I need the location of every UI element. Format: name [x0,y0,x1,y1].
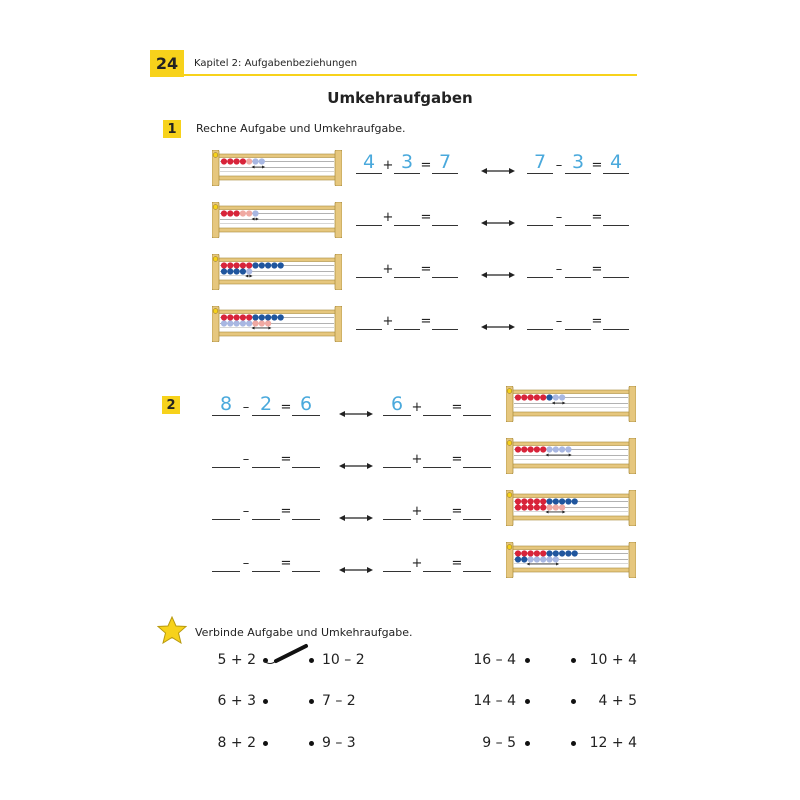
operator: – [555,262,563,277]
header-rule [150,74,637,76]
answer-blank[interactable] [356,308,382,330]
answer-blank[interactable] [394,308,420,330]
math-term: 9 – 3 [322,735,356,751]
abacus-bead [515,394,521,400]
abacus-bead [234,268,240,274]
answer-blank[interactable]: 4 [603,152,629,174]
abacus-bead [240,210,246,216]
abacus-bead [534,446,540,452]
abacus-bead [546,556,552,562]
abacus-t2-3 [506,542,636,578]
star-icon [157,616,187,644]
answer-blank[interactable] [463,498,491,520]
abacus-bead [221,268,227,274]
answer-blank[interactable] [565,308,591,330]
double-arrow-icon [481,166,515,176]
task-1-instruction: Rechne Aufgabe und Umkehraufgabe. [196,122,406,135]
abacus-t2-1 [506,438,636,474]
equation-left [356,308,458,330]
operator: + [382,314,394,329]
abacus-bead [246,262,252,268]
operator: – [555,314,563,329]
abacus-bead [546,446,552,452]
equation-right [383,498,491,520]
abacus-bead [553,556,559,562]
operator: = [280,452,292,467]
abacus-bead [546,504,552,510]
double-arrow-icon [339,565,373,575]
abacus-bead [559,504,565,510]
abacus-bead [227,314,233,320]
answer-blank[interactable] [463,394,491,416]
math-term: 8 + 2 [217,735,256,751]
equation-left [356,204,458,226]
task-2-number: 2 [162,396,180,414]
abacus-bead [534,504,540,510]
operator: = [280,400,292,415]
abacus-bead [565,550,571,556]
abacus-bead [521,446,527,452]
answer-blank[interactable] [565,204,591,226]
abacus-bead [265,314,271,320]
answer-blank[interactable]: 7 [432,152,458,174]
abacus-bead [252,262,258,268]
abacus-bead [515,550,521,556]
answer-blank[interactable] [603,204,629,226]
operator: = [420,314,432,329]
abacus-bead [553,504,559,510]
answer-blank[interactable] [292,498,320,520]
abacus-bead [553,446,559,452]
operator: – [555,210,563,225]
abacus-bead [540,504,546,510]
abacus-bead [246,314,252,320]
abacus-t1-3 [212,306,342,342]
abacus-bead [221,158,227,164]
abacus-bead [234,314,240,320]
abacus-bead [559,550,565,556]
abacus-t1-0 [212,150,342,186]
abacus-bead [240,262,246,268]
abacus-bead [528,504,534,510]
equation-right [527,204,629,226]
answer-blank[interactable] [212,550,240,572]
answer-blank[interactable] [383,550,411,572]
connect-dot[interactable] [309,741,314,746]
math-term: 9 – 5 [482,735,516,751]
answer-blank[interactable] [432,256,458,278]
answer-blank[interactable]: 8 [212,394,240,416]
math-term: 4 + 5 [598,693,637,709]
task-1-number: 1 [163,120,181,138]
answer-blank[interactable] [463,550,491,572]
abacus-bead [240,268,246,274]
double-arrow-icon [339,513,373,523]
operator: + [382,262,394,277]
abacus-bead [559,394,565,400]
abacus-bead [515,498,521,504]
abacus-bead [259,158,265,164]
operator: + [411,556,423,571]
abacus-bead [546,394,552,400]
equation-left [356,256,458,278]
operator: = [280,504,292,519]
abacus-bead [259,262,265,268]
abacus-bead [227,210,233,216]
equation-right [527,256,629,278]
connect-dot[interactable] [571,699,576,704]
math-term: 10 + 4 [589,652,637,668]
abacus-bead [521,550,527,556]
connect-dot[interactable] [525,699,530,704]
operator: = [591,158,603,173]
operator: – [242,504,250,519]
star-task-instruction: Verbinde Aufgabe und Umkehraufgabe. [195,626,413,639]
pencil-line-icon [262,640,312,670]
abacus-bead [240,320,246,326]
answer-blank[interactable]: 6 [292,394,320,416]
equation-left [212,446,320,468]
math-term: 7 – 2 [322,693,356,709]
answer-blank[interactable] [356,204,382,226]
equation-right [527,308,629,330]
operator: = [451,556,463,571]
abacus-bead [528,550,534,556]
connect-dot[interactable] [263,741,268,746]
abacus-bead [246,320,252,326]
operator: + [382,210,394,225]
abacus-bead [515,504,521,510]
answer-blank[interactable] [292,550,320,572]
equation-right [383,446,491,468]
operator: = [451,452,463,467]
answer-blank[interactable]: 7 [527,152,553,174]
answer-blank[interactable] [394,256,420,278]
abacus-bead [553,550,559,556]
answer-blank[interactable] [394,204,420,226]
abacus-bead [521,394,527,400]
abacus-t1-1 [212,202,342,238]
equation-left [356,152,458,174]
abacus-bead [540,394,546,400]
abacus-bead [271,314,277,320]
page-number: 24 [150,50,184,77]
abacus-bead [534,498,540,504]
math-term: 16 – 4 [473,652,516,668]
abacus-bead [240,158,246,164]
abacus-bead [259,314,265,320]
abacus-bead [221,314,227,320]
abacus-bead [515,556,521,562]
abacus-bead [271,262,277,268]
equation-left [212,550,320,572]
answer-blank[interactable] [252,446,280,468]
math-term: 10 – 2 [322,652,365,668]
math-term: 12 + 4 [589,735,637,751]
abacus-bead [227,262,233,268]
abacus-bead [240,314,246,320]
connect-dot[interactable] [571,741,576,746]
answer-blank[interactable]: 3 [394,152,420,174]
answer-blank[interactable] [423,550,451,572]
abacus-bead [259,320,265,326]
abacus-bead [528,446,534,452]
operator: = [591,210,603,225]
abacus-bead [546,550,552,556]
abacus-bead [221,320,227,326]
abacus-bead [572,550,578,556]
equation-right [383,394,491,416]
abacus-bead [559,446,565,452]
chapter-title: Kapitel 2: Aufgabenbeziehungen [194,58,358,69]
abacus-bead [246,268,252,274]
answer-blank[interactable]: 3 [565,152,591,174]
equation-right [383,550,491,572]
connect-dot[interactable] [525,741,530,746]
operator: + [411,400,423,415]
double-arrow-icon [339,409,373,419]
operator: + [411,452,423,467]
abacus-bead [565,446,571,452]
abacus-bead [265,262,271,268]
abacus-bead [246,210,252,216]
answer-blank[interactable] [423,446,451,468]
answer-blank[interactable] [212,446,240,468]
operator: – [242,452,250,467]
abacus-bead [515,446,521,452]
equation-right [527,152,629,174]
answer-blank[interactable] [432,204,458,226]
operator: = [451,504,463,519]
answer-blank[interactable] [252,498,280,520]
answer-blank[interactable]: 6 [383,394,411,416]
abacus-bead [227,320,233,326]
answer-blank[interactable] [463,446,491,468]
abacus-bead [252,320,258,326]
abacus-bead [234,210,240,216]
answer-blank[interactable] [252,550,280,572]
operator: = [591,314,603,329]
operator: = [280,556,292,571]
double-arrow-icon [339,461,373,471]
answer-blank[interactable] [292,446,320,468]
double-arrow-icon [481,218,515,228]
answer-blank[interactable] [603,256,629,278]
abacus-bead [546,498,552,504]
abacus-bead [521,504,527,510]
abacus-bead [234,158,240,164]
answer-blank[interactable] [212,498,240,520]
abacus-bead [521,556,527,562]
equation-left [212,394,320,416]
abacus-bead [534,550,540,556]
answer-blank[interactable] [527,308,553,330]
abacus-t2-2 [506,490,636,526]
abacus-bead [565,498,571,504]
operator: = [420,158,432,173]
connect-dot[interactable] [309,699,314,704]
abacus-t2-0 [506,386,636,422]
equation-left [212,498,320,520]
math-term: 14 – 4 [473,693,516,709]
abacus-bead [227,268,233,274]
operator: = [591,262,603,277]
abacus-bead [534,556,540,562]
answer-blank[interactable]: 2 [252,394,280,416]
answer-blank[interactable] [356,256,382,278]
abacus-bead [234,320,240,326]
abacus-bead [528,394,534,400]
abacus-t1-2 [212,254,342,290]
connect-dot[interactable] [525,658,530,663]
connect-dot[interactable] [263,699,268,704]
answer-blank[interactable] [383,498,411,520]
answer-blank[interactable] [565,256,591,278]
abacus-bead [572,498,578,504]
abacus-bead [559,498,565,504]
page-title: Umkehraufgaben [327,89,473,107]
abacus-bead [252,158,258,164]
abacus-bead [540,498,546,504]
answer-blank[interactable] [527,256,553,278]
abacus-bead [553,394,559,400]
abacus-bead [221,210,227,216]
abacus-bead [528,498,534,504]
operator: = [451,400,463,415]
operator: = [420,210,432,225]
answer-blank[interactable] [423,498,451,520]
abacus-bead [540,446,546,452]
abacus-bead [278,314,284,320]
operator: – [242,400,250,415]
abacus-bead [540,556,546,562]
abacus-bead [553,498,559,504]
answer-blank[interactable] [603,308,629,330]
abacus-bead [246,158,252,164]
connect-dot[interactable] [571,658,576,663]
abacus-bead [265,320,271,326]
abacus-bead [234,262,240,268]
answer-blank[interactable] [527,204,553,226]
abacus-bead [252,210,258,216]
operator: – [555,158,563,173]
answer-blank[interactable] [432,308,458,330]
operator: – [242,556,250,571]
abacus-bead [534,394,540,400]
math-term: 6 + 3 [217,693,256,709]
double-arrow-icon [481,322,515,332]
abacus-bead [521,498,527,504]
abacus-bead [227,158,233,164]
operator: + [411,504,423,519]
answer-blank[interactable] [383,446,411,468]
abacus-bead [278,262,284,268]
operator: = [420,262,432,277]
answer-blank[interactable] [423,394,451,416]
abacus-bead [221,262,227,268]
answer-blank[interactable]: 4 [356,152,382,174]
abacus-bead [528,556,534,562]
abacus-bead [540,550,546,556]
double-arrow-icon [481,270,515,280]
abacus-bead [252,314,258,320]
math-term: 5 + 2 [217,652,256,668]
operator: + [382,158,394,173]
